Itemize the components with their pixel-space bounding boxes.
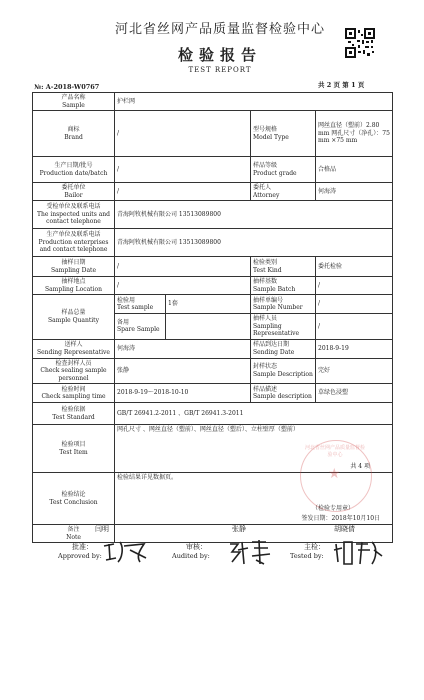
report-title-cn: 检验报告 [177,46,262,64]
sampling-date-value: / [115,257,251,277]
bailor-label-cn: 委托单位 [61,184,86,191]
conclusion-value: 检验结果详见数据页。 [117,474,178,481]
conclusion-label-cn: 检验结论 [61,491,86,498]
test-item-label-en: Test Item [59,448,88,456]
tested-signature [332,538,384,566]
conclusion-label-en: Test Conclusion [49,498,98,506]
sampling-location-value: / [115,277,251,295]
row-test-standard [33,403,393,425]
sample-number-label: 抽样单编号 Sample Number [251,295,316,314]
seal-state-value: 完好 [316,358,393,384]
sampling-rep-value: / [316,314,393,340]
quantity-label-en: Sample Quantity [48,316,99,324]
standard-label-cn: 检验依据 [61,406,86,413]
audited-label-cn: 审核： [186,543,207,551]
bailor-value: / [115,183,251,201]
sample-number-value: / [316,295,393,314]
quantity-label-cn: 样品总量 [61,309,86,317]
brand-label-cn: 商标 [67,126,80,133]
inspected-label-cn: 受检单位及联系电话 [46,203,101,211]
sending-rep-label-cn: 送样人 [64,341,83,348]
seal-star-icon: ★ [328,466,341,482]
inspected-value: 青海阿牧机械有限公司 13513089800 [115,201,393,229]
standard-label-en: Test Standard [52,413,95,421]
sample-batch-value: / [316,277,393,295]
page-count: 共 2 页 第 1 页 [318,81,365,89]
row-check-time [33,384,393,403]
sending-date-value: 2018-9-19 [316,339,393,358]
approved-name: 闫明 [95,525,109,533]
sample-description-value: 草绿色浸塑 [316,384,393,403]
test-item-value: 网孔尺寸 、网丝直径（塑前）、网丝直径（塑后）、立柱壁厚（塑前） [117,426,299,433]
test-kind-label: 检验类别 Test Kind [251,257,316,277]
brand-label-en: Brand [64,133,83,141]
row-brand [33,111,393,157]
sampling-date-label-cn: 抽样日期 [61,259,86,266]
row-sampling-date [33,257,393,277]
sampling-date-label-en: Sampling Date [50,266,97,274]
check-personnel-value: 张静 [115,358,251,384]
test-item-label-cn: 检验项目 [61,441,86,448]
qr-code-icon [345,28,375,58]
sample-value: 护栏网 [115,93,393,111]
model-label: 型号规格 Model Type [251,111,316,157]
bailor-label-en: Bailor [64,191,83,199]
inspected-label-en: The inspected units and contact telephone [37,210,110,226]
test-kind-value: 委托检验 [316,257,393,277]
row-production-enterprises [33,229,393,257]
grade-label: 样品等级 Product grade [251,157,316,183]
note-label-en: Note [66,533,81,541]
row-production [33,157,393,183]
grade-value: 合格品 [316,157,393,183]
enterprise-label-en: Production enterprises and contact telephone [38,238,109,254]
approved-signature [100,538,152,564]
issue-date: 签发日期：2018年10月10日 [301,514,381,522]
production-label-cn: 生产日期/批号 [54,162,93,169]
sending-rep-value: 何海涛 [115,339,251,358]
sampling-location-label-en: Sampling Location [44,285,102,293]
test-sample-label: 检验用 Test sample [115,295,166,314]
attorney-label: 委托人 Attorney [251,183,316,201]
sampling-location-label-cn: 抽样地点 [61,278,86,285]
tested-name: 胡晓倩 [334,525,355,533]
institution-name: 河北省丝网产品质量监督检验中心 [114,22,325,37]
sample-description-label: 样品描述 Sample description [251,384,316,403]
row-check-personnel [33,358,393,384]
check-time-value: 2018-9-19～2018-10-10 [115,384,251,403]
spare-sample-label: 备用 Spare Sample [115,314,166,340]
check-personnel-label-en: Check sealing sample personnel [40,367,107,382]
audited-signature [226,538,272,566]
test-sample-value: 1套 [166,295,251,314]
model-value: 网丝直径（塑前）2.80 mm 网孔尺寸（净孔）：75 mm ×75 mm [316,111,393,157]
note-label-cn: 备注 [67,526,80,533]
seal-text: 河北省丝网产品质量监督检验中心 [304,445,365,458]
sending-date-label: 样品到达日期 Sending Date [251,339,316,358]
check-time-label-en: Check sampling time [41,393,106,400]
seal-note: （检验专用章） [312,504,355,512]
row-sample-quantity-1 [33,295,393,314]
tested-label-cn: 主检： [304,543,325,551]
audited-name: 张静 [232,525,246,533]
enterprise-value: 青海阿牧机械有限公司 13513089800 [115,229,393,257]
approved-label-en: Approved by: [58,552,102,560]
approved-label-cn: 批准： [72,543,93,551]
row-inspected-units [33,201,393,229]
tested-label-en: Tested by: [290,552,324,560]
standard-value: GB/T 26941.2-2011 、GB/T 26941.3-2011 [115,403,393,425]
report-number: №: A-2018-W0767 [34,83,100,91]
audited-by [172,542,210,560]
production-value: / [115,157,251,183]
sample-label-en: Sample [62,101,85,109]
approved-by [58,542,102,560]
spare-sample-value [166,314,251,340]
sending-rep-label-en: Sending Representative [37,348,110,356]
tested-by [290,542,325,560]
attorney-value: 何海涛 [316,183,393,201]
report-title-en: TEST REPORT [188,66,252,74]
audited-label-en: Audited by: [172,552,210,560]
sampling-rep-label: 抽样人员 Sampling Representative [251,314,316,340]
row-sample [33,93,393,111]
check-personnel-label-cn: 检查封样人员 [55,359,92,367]
row-sampling-location [33,277,393,295]
seal-state-label: 封样状态 Sample Description [251,358,316,384]
sample-label-cn: 产品名称 [61,94,86,101]
brand-value: / [115,111,251,157]
enterprise-label-cn: 生产单位及联系电话 [46,231,101,239]
check-time-label-cn: 检验时间 [61,385,86,393]
row-bailor [33,183,393,201]
production-label-en: Production date/batch [39,169,108,177]
sample-batch-label: 抽样基数 Sample Batch [251,277,316,295]
test-item-count: 共 4 项 [350,462,371,470]
row-sending-rep [33,339,393,358]
